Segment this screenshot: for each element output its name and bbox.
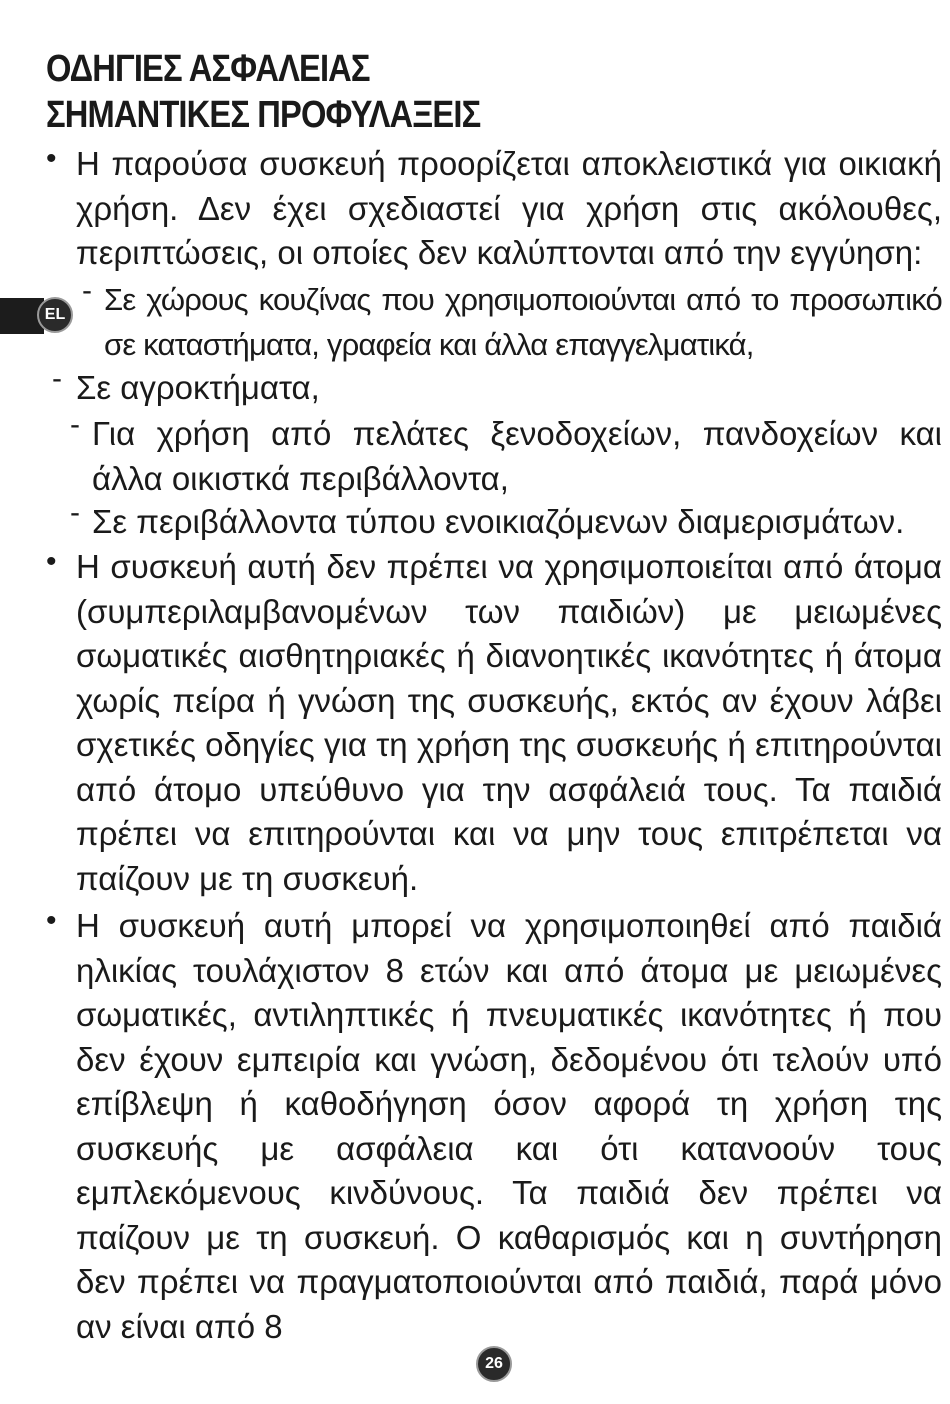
dash-icon: - (52, 362, 62, 395)
bullet-icon: • (46, 904, 57, 937)
bullet-icon: • (46, 545, 57, 578)
dash-icon: - (70, 408, 80, 441)
paragraph-home-use (76, 142, 942, 276)
heading-line-2: ΣΗΜΑΝΤΙΚΕΣ ΠΡΟΦΥΛΑΞΕΙΣ (46, 94, 481, 136)
list-item-text: Σε χώρους κουζίνας που χρησιμοποιούνται από το προσωπικό σε καταστήματα, γραφεία και άλλα επαγγελματικά, (104, 282, 942, 362)
list-item-text: Σε αγροκτήματα, (76, 369, 320, 406)
language-badge: EL (37, 297, 73, 333)
page-heading (46, 46, 480, 138)
paragraph-reduced-capabilities (76, 545, 942, 901)
paragraph-text: Η παρούσα συσκευή προορίζεται αποκλειστικά για οικιακή χρήση. Δεν έχει σχεδιαστεί για χρήση στις ακόλουθες, περιπτώσεις, οι οποίες δεν καλύπτονται από την εγγύηση: (76, 145, 942, 271)
paragraph-text: Η συσκευή αυτή μπορεί να χρησιμοποιηθεί από παιδιά ηλικίας τουλάχιστον 8 ετών και από άτομα με μειωμένες σωματικές, αντιληπτικές ή πνευματικές ικανότητες ή που δεν έχουν εμπειρία και γνώση, δεδομένου ότι τελούν υπό επίβλεψη ή καθοδήγηση όσον αφορά τη χρήση της συσκευής με ασφάλεια και ότι κατανοούν τους εμπλεκόμενους κινδύνους. Τα παιδιά δεν πρέπει να παίζουν με τη συσκευή. Ο καθαρισμός και η συντήρηση δεν πρέπει να πραγματοποιούνται από παιδιά, παρά μόνο αν είναι από 8 (76, 907, 942, 1345)
paragraph-children-8-years (76, 904, 942, 1349)
bullet-icon: • (46, 142, 57, 175)
heading-line-1: ΟΔΗΓΙΕΣ ΑΣΦΑΛΕΙΑΣ (46, 48, 370, 90)
page-number-badge: 26 (476, 1346, 512, 1382)
paragraph-text: Η συσκευή αυτή δεν πρέπει να χρησιμοποιείται από άτομα (συμπεριλαμβανομένων των παιδιών) με μειωμένες σωματικές αισθητηριακές ή διανοητικές ικανότητες ή άτομα χωρίς πείρα ή γνώση της συσκευής, εκτός αν έχουν λάβει σχετικές οδηγίες για τη χρήση της συσκευής ή επιτηρούνται από άτομο υπεύθυνο για την ασφάλειά τους. Τα παιδιά πρέπει να επιτηρούνται και να μην τους επιτρέπεται να παίζουν με τη συσκευή. (76, 548, 942, 897)
list-item-apartments (92, 500, 942, 545)
list-item-text: Για χρήση από πελάτες ξενοδοχείων, πανδοχείων και άλλα οικιστκά περιβάλλοντα, (92, 415, 942, 497)
list-item-farms (76, 366, 942, 411)
list-item-hotels (92, 412, 942, 501)
dash-icon: - (70, 496, 80, 529)
dash-icon: - (82, 274, 92, 307)
list-item-text: Σε περιβάλλοντα τύπου ενοικιαζόμενων διαμερισμάτων. (92, 503, 905, 540)
list-item-kitchen (104, 278, 942, 367)
